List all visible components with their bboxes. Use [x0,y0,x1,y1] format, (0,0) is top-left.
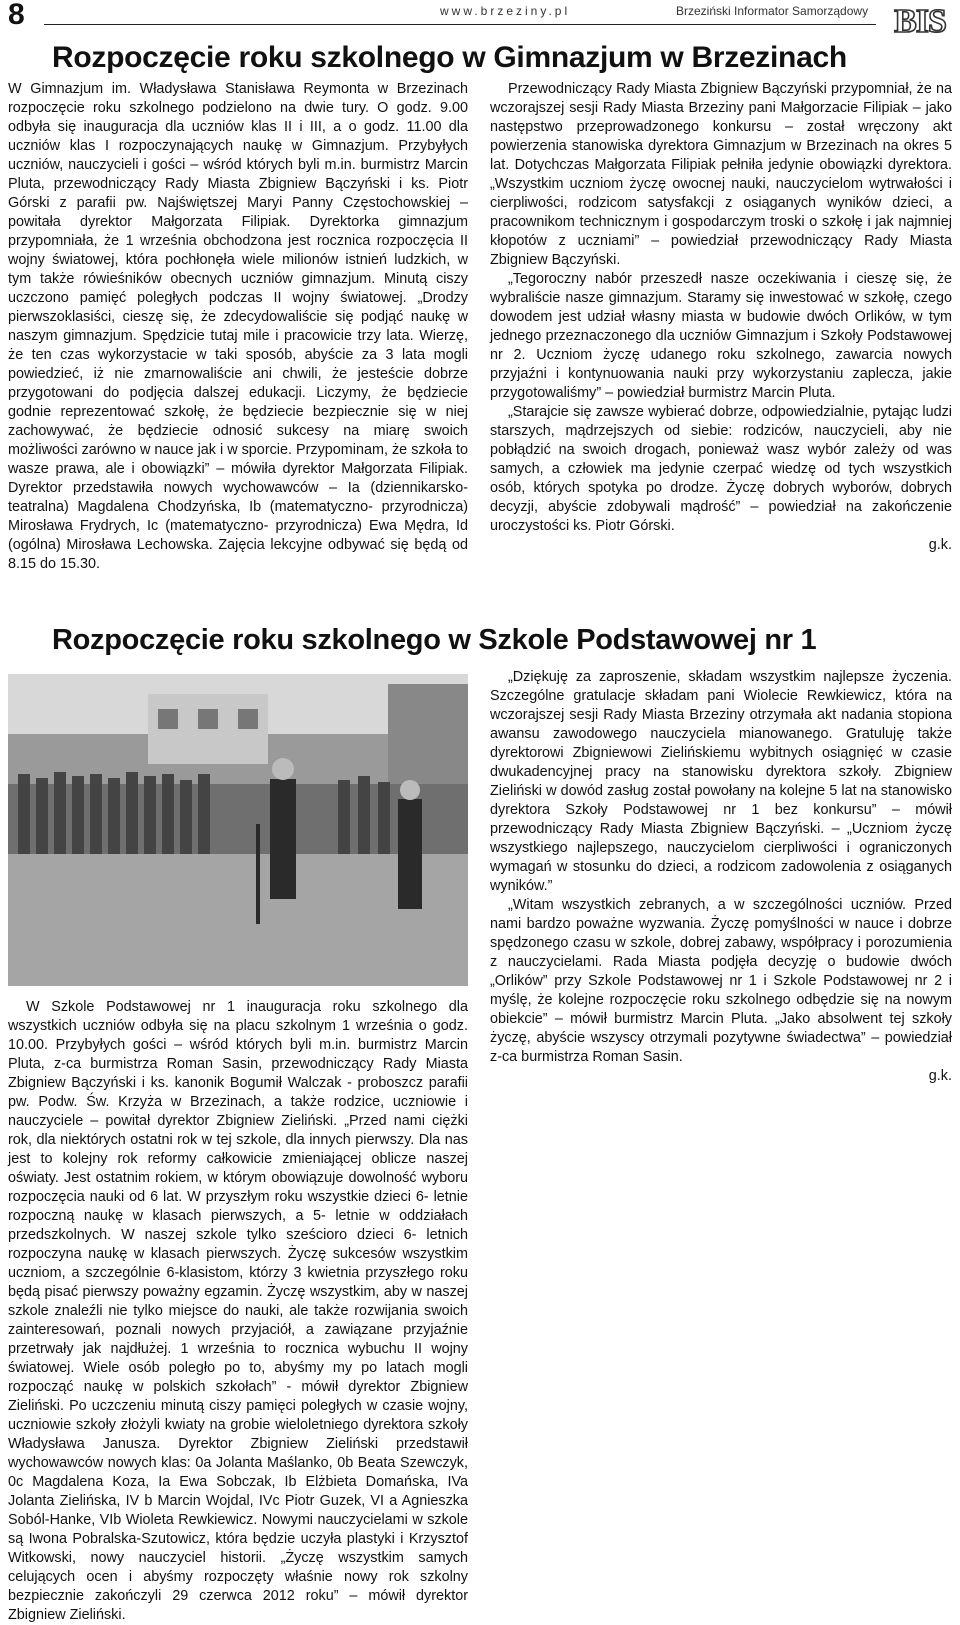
page-header [0,0,960,40]
article2-col1-paragraph: W Szkole Podstawowej nr 1 inauguracja roku szkolnego dla wszystkich uczniów odbyła się na placu szkolnym 1 września o godz. 10.00. Przybyłych gości – wśród których byli m.in. burmistrz Marcin Pluta, z-ca burmistrza Roman Sasin, przewodniczący Rady Miasta Zbigniew Bączyński i ks. kanonik Bogumił Walczak - proboszcz parafii pw. Podw. Św. Krzyża w Brzezinach, a także rodzice, uczniowie i nauczyciele – powitał dyrektor Zbigniew Zieliński. „Przed nami ciężki rok, dla niektórych ostatni rok w tej szkole, dla innych pierwszy. Dla nas jest to kolejny rok reformy całkowicie zmieniającej oblicze naszej oświaty. Jest ostatnim rokiem, w którym obowiązuje dowolność wyboru rozpoczęcia nauki od 6 lat. W przyszłym roku wszystkie dzieci 6- letnie rozpoczną naukę w klasach pierwszych, a 5- letnie w oddziałach przedszkolnych. W naszej szkole tylko sześcioro dzieci 6- letnich rozpoczyna naukę w klasach pierwszych. Życzę sukcesów wszystkim uczniom, a szczególnie 6-klasistom, którzy 3 kwietnia przyszłego roku będą pisać pierwszy poważny egzamin. Życzę wszystkim, aby w naszej szkole znaleźli nie tylko miejsce do nauki, ale także rozwijania swoich zainteresowań, poznali nowych przyjaciół, a zawiązane przyjaźnie przetrwały jak najdłużej. 1 września to rocznica wybuchu II wojny światowej. Wiele osób poległo po to, abyśmy my po latach mogli rozpocząć naukę w polskich szkołach” - mówił dyrektor Zbigniew Zieliński. Po uczczeniu minutą ciszy pamięci poległych w czasie wojny, uczniowie szkoły złożyli kwiaty na grobie wieloletniego dyrektora szkoły Władysława Janusza. Dyrektor Zbigniew Zieliński przedstawił wychowawców nowych klas: 0a Jolanta Maślanko, 0b Beata Szewczyk, 0c Magdalena Koza, Ia Ewa Sobczak, Ib Elżbieta Domańska, IVa Jolanta Zielińska, IV b Marcin Wojdal, IVc Piotr Guzek, VI a Agnieszka Soból-Hanke, VIb Wioleta Rewkiewicz. Nowymi nauczycielami w szkole są Iwona Pobralska-Szutowicz, która będzie uczyła plastyki i Krzysztof Witkowski, nowy nauczyciel historii. „Życzę wszystkim samych celujących ocen i abyśmy rozpoczęty właśnie nowy rok szkolny bezpiecznie zakończyli 29 czerwca 2012 roku” – mówił dyrektor Zbigniew Zieliński. [8,999,468,1623]
page-number: 8 [8,0,25,31]
header-url[interactable]: www.brzeziny.pl [440,4,571,18]
article1-title: Rozpoczęcie roku szkolnego w Gimnazjum w Brzezinach [52,41,847,74]
article2-title: Rozpoczęcie roku szkolnego w Szkole Podstawowej nr 1 [52,624,817,656]
ceremony-photo [8,674,468,986]
article1-col2-paragraph: Przewodniczący Rady Miasta Zbigniew Bączyński przypomniał, że na wczorajszej sesji Rady Miasta Brzeziny pani Małgorzacie Filipiak – jako następstwo przeprowadzonego konkursu – został wręczony akt powierzenia stanowiska dyrektora Gimnazjum w Brzezinach na okres 5 lat. Dotychczas Małgorzata Filipiak pełniła jedynie obowiązki dyrektora. „Wszystkim uczniom życzę owocnej nauki, nauczycielom wytrwałości i cierpliwości, rodzicom satysfakcji z osiąganych wyników dzieci, a pracownikom technicznym i gospodarczym troski o szkołę i jak najmniej kłopotów z uczniami” – powiedział przewodniczący Rady Miasta Zbigniew Bączyński. [490,81,952,268]
article2-signature: g.k. [928,1068,952,1084]
article2-col2-paragraph: „Dziękuję za zaproszenie, składam wszystkim najlepsze życzenia. Szczególne gratulacje składam pani Wiolecie Rewkiewicz, która na wczorajszej sesji Rady Miasta Brzeziny otrzymała akt nadania stopiona awansu zawodowego nauczyciela mianowanego. Gratuluję także dyrektorowi Zbigniewowi Zielińskiemu wybitnych osiągnięć w czasie dwukadencyjnej pracy na stanowisku dyrektora szkoły. Zbigniew Zieliński w dowód zasług został powołany na kolejne 5 lat na stanowisko dyrektora Szkoły Podstawowej nr 1 bez konkursu” – mówił przewodniczący Rady Miasta Zbigniew Bączyński. – „Uczniom życzę wszystkiego najlepszego, nauczycielom cierpliwości i ograniczonych wymagań w stosunku do dzieci, a rodzicom zadowolenia z osiąganych wyników.” [490,669,952,894]
article1-column-2 [490,80,952,615]
article1-col2-paragraph: „Starajcie się zawsze wybierać dobrze, odpowiedzialnie, pytając ludzi starszych, mądrzejszych od siebie: rodziców, nauczycieli, aby nie pobłądzić na swoich drogach, ponieważ wasz wybór zależy od was samych, a człowiek ma jedynie czerpać wiedzę od tych wszystkich osób, których spotyka po drodze. Życzę dobrych wyborów, dobrych decyzji, abyście zdobywali mądrość” – powiedział na zakończenie uroczystości ks. Piotr Górski. [490,404,952,534]
logo-text: BIS [894,3,946,40]
article2-column-1 [8,998,468,1623]
article1-signature: g.k. [928,537,952,553]
article1-col1-paragraph: W Gimnazjum im. Władysława Stanisława Reymonta w Brzezinach rozpoczęcie roku szkolnego podzielono na dwie tury. O godz. 9.00 odbyła się inauguracja dla uczniów klas II i III, a o godz. 11.00 dla uczniów klas I rozpoczynających naukę w Gimnazjum. Przybyłych uczniów, nauczycieli i gości – wśród których byli m.in. burmistrz Marcin Pluta, przewodniczący Rady Miasta Zbigniew Bączyński i ks. Piotr Górski z parafii pw. Najświętszej Maryi Panny Częstochowskiej – powitała dyrektor Małgorzata Filipiak. Dyrektorka gimnazjum przypomniała, że 1 września obchodzona jest rocznica rozpoczęcia II wojny światowej, która pochłonęła wiele milionów istnień ludzkich, w tym także rówieśników obecnych uczniów gimnazjum. Minutą ciszy uczczono pamięć poległych podczas II wojny światowej. „Drodzy pierwszoklasiści, cieszę się, że zdecydowaliście się podjąć naukę w naszym gimnazjum. Spędzicie tutaj mile i pracowicie trzy lata. Wierzę, że ten czas wykorzystacie w taki sposób, abyście za 3 lata mogli powiedzieć, iż nie zmarnowaliście ani chwili, że jesteście dobrze przygotowani do podjęcia dalszej edukacji. Liczymy, że będziecie godnie reprezentować szkołę, że będziecie bezpiecznie się w niej zachowywać, że będziecie odnosić sukcesy na miarę swoich możliwości zarówno w nauce jak i w sporcie. Przypominam, że szkoła to wasze prawa, ale i obowiązki” – mówiła dyrektor Małgorzata Filipiak. Dyrektor przedstawiła nowych wychowawców – Ia (dziennikarsko-teatralna) Magdalena Chodzyńska, Ib (matematyczno- przyrodnicza) Mirosława Frydrych, Ic (matematyczno- przyrodnicza) Ewa Mędra, Id (ogólna) Mirosława Lechowska. Zajęcia lekcyjne odbywać się będą od 8.15 do 15.30. [8,81,468,572]
article2-column-2 [490,668,952,1396]
header-rule [44,24,876,25]
bis-logo [884,0,956,38]
publication-name: Brzeziński Informator Samorządowy [676,4,869,18]
photo-illustration [8,674,468,986]
article1-col2-paragraph: „Tegoroczny nabór przeszedł nasze oczekiwania i cieszę się, że wybraliście nasze gimnazjum. Staramy się inwestować w szkołę, czego dowodem jest udział własny miasta w budowie dwóch Orlików, w tym jednego przeznaczonego dla uczniów Gimnazjum i Szkoły Podstawowej nr 2. Uczniom życzę udanego roku szkolnego, zawarcia nowych przyjaźni i kontynuowania nauki przy wykorzystaniu zaplecza, jakie przygotowaliśmy” – powiedział burmistrz Marcin Pluta. [490,271,952,401]
article1-column-1 [8,80,468,590]
article2-col2-paragraph: „Witam wszystkich zebranych, a w szczególności uczniów. Przed nami bardzo poważne wyzwania. Życzę pomyślności w nauce i dobrze spędzonego czasu w szkole, dobrej zabawy, współpracy i porozumienia z nauczycielami. Rada Miasta podjęła decyzję o budowie dwóch „Orlików” przy Szkole Podstawowej nr 1 i Szkole Podstawowej nr 2 i myślę, że kolejne rozpoczęcie roku szkolnego odbędzie się na nowym obiekcie” – mówił burmistrz Marcin Pluta. „Jako absolwent tej szkoły życzę, abyście wszyscy otrzymali pozytywne świadectwa” – powiedział z-ca burmistrza Roman Sasin. [490,897,952,1065]
